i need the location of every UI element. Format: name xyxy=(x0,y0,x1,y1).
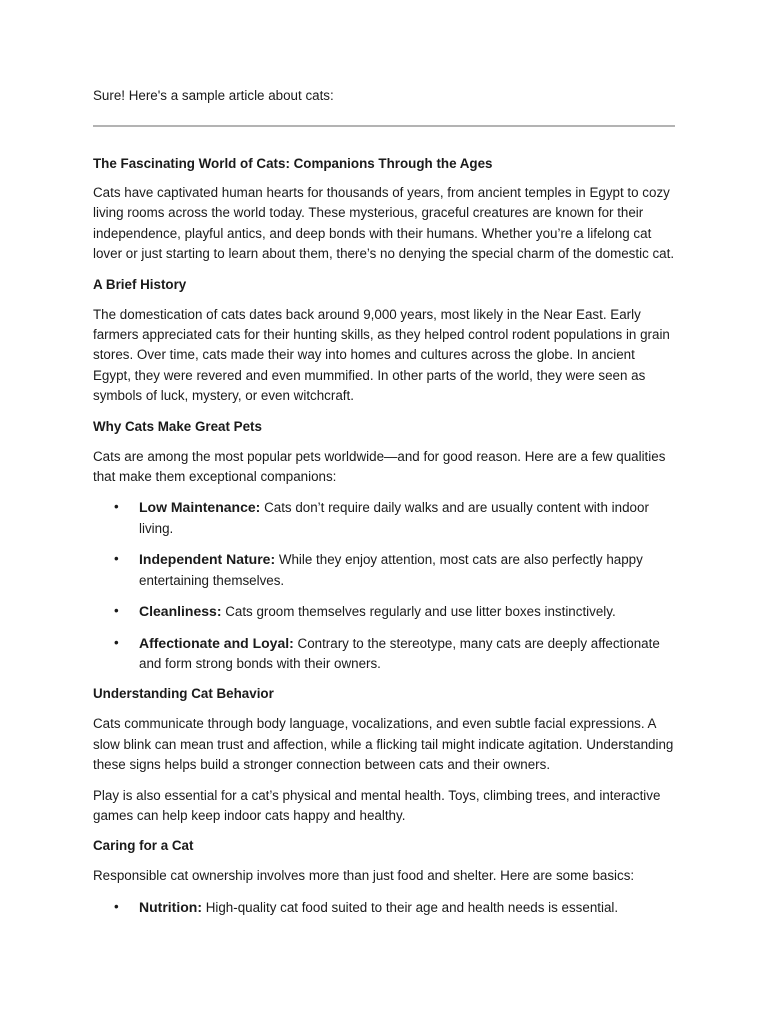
list-item-text: Cats groom themselves regularly and use litter boxes instinctively. xyxy=(221,604,616,620)
horizontal-rule xyxy=(93,125,675,127)
list-item-term: Nutrition: xyxy=(139,898,202,915)
list-item-term: Affectionate and Loyal: xyxy=(139,634,294,651)
bullet-icon: • xyxy=(114,603,119,619)
intro-paragraph: Cats have captivated human hearts for thousands of years, from ancient temples in Egypt to cozy living rooms across the world today. These mysterious, graceful creatures are known for their independence, playful antics, and deep bonds with their humans. Whether you’re a lifelong cat lover or just starting to learn about them, there’s no denying the special charm of the domestic cat. xyxy=(93,185,675,262)
list-item-term: Low Maintenance: xyxy=(139,499,261,516)
bullet-icon: • xyxy=(114,634,119,650)
behavior-heading: Understanding Cat Behavior xyxy=(93,686,274,702)
bullet-icon: • xyxy=(114,898,119,914)
list-item-text: High-quality cat food suited to their age and health needs is essential. xyxy=(201,899,619,915)
article-title: The Fascinating World of Cats: Companions Through the Ages xyxy=(93,156,493,171)
bullet-icon: • xyxy=(114,551,119,567)
behavior-paragraph-2: Play is also essential for a cat’s physical and mental health. Toys, climbing trees, and interactive games can help keep indoor cats happy and healthy. xyxy=(93,787,661,823)
behavior-paragraph-1: Cats communicate through body language, vocalizations, and even subtle facial expressions. A slow blink can mean trust and affection, while a flicking tail might indicate agitation. Understanding these signs helps build a stronger connection between cats and their owners. xyxy=(93,716,674,773)
caring-heading: Caring for a Cat xyxy=(93,838,194,854)
list-item xyxy=(93,897,675,918)
pets-list xyxy=(93,497,675,674)
list-item-term: Independent Nature: xyxy=(139,551,276,568)
list-item xyxy=(93,601,675,622)
list-item xyxy=(93,549,675,591)
intro-line: Sure! Here's a sample article about cats: xyxy=(93,88,334,103)
list-item-text: Contrary to the stereotype, many cats are deeply affectionate and form strong bonds with their owners. xyxy=(139,635,660,671)
list-item xyxy=(93,497,675,539)
list-item-term: Cleanliness: xyxy=(139,603,222,620)
list-item xyxy=(93,633,675,675)
history-paragraph: The domestication of cats dates back around 9,000 years, most likely in the Near East. Early farmers appreciated cats for their hunting skills, as they helped control rodent populations in grain stores. Over time, cats made their way into homes and cultures across the globe. In ancient Egypt, they were revered and even mummified. In other parts of the world, they were seen as symbols of luck, mystery, or even witchcraft. xyxy=(93,306,670,404)
caring-paragraph: Responsible cat ownership involves more than just food and shelter. Here are some basics: xyxy=(93,868,635,884)
bullet-icon: • xyxy=(114,499,119,515)
caring-list xyxy=(93,897,675,918)
history-heading: A Brief History xyxy=(93,276,187,292)
pets-heading: Why Cats Make Great Pets xyxy=(93,418,262,434)
pets-paragraph: Cats are among the most popular pets worldwide—and for good reason. Here are a few qualities that make them exceptional companions: xyxy=(93,448,666,485)
list-item-text: While they enjoy attention, most cats are also perfectly happy entertaining themselves. xyxy=(139,552,643,588)
list-item-text: Cats don’t require daily walks and are usually content with indoor living. xyxy=(139,500,649,536)
